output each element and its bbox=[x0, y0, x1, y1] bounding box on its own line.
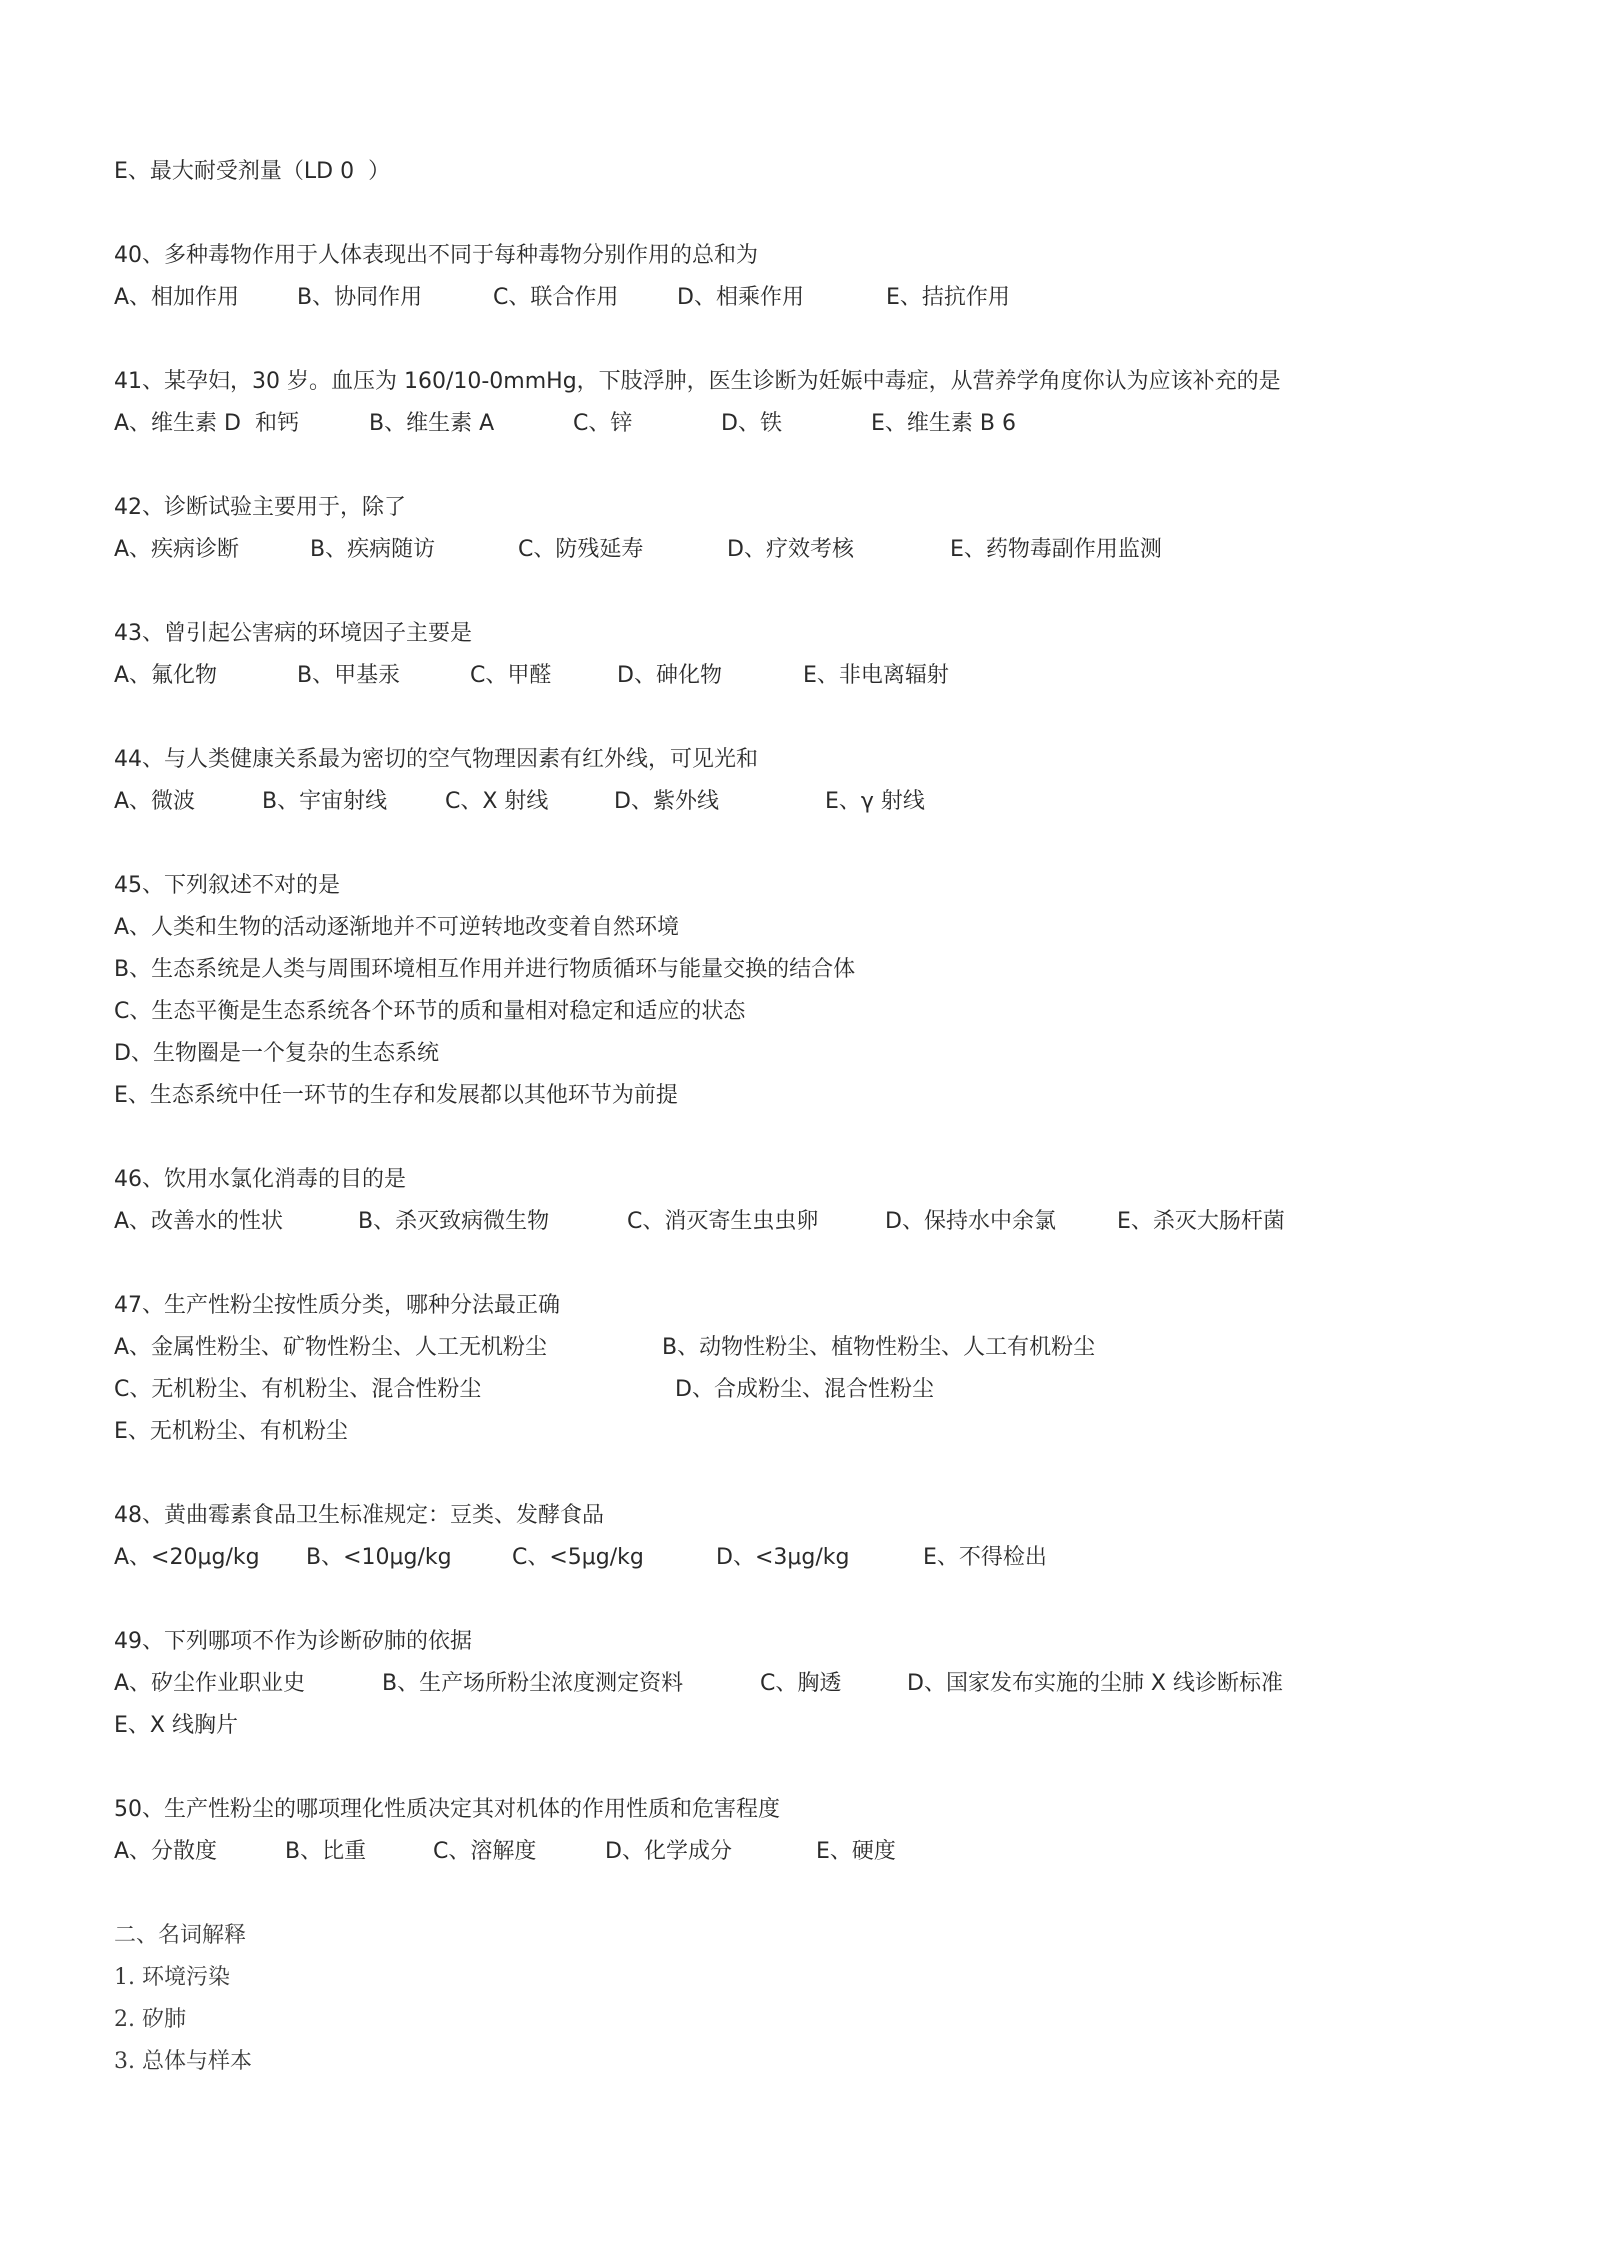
question-49-option-c: C、胸透 bbox=[760, 1671, 842, 1696]
question-49-option-d: D、国家发布实施的尘肺 X 线诊断标准 bbox=[907, 1671, 1283, 1696]
question-47-option-a: A、金属性粉尘、矿物性粉尘、人工无机粉尘 bbox=[114, 1335, 548, 1360]
question-44-option-b: B、宇宙射线 bbox=[262, 789, 388, 814]
question-50-option-b: B、比重 bbox=[285, 1839, 367, 1864]
question-43-option-a: A、氟化物 bbox=[114, 663, 218, 688]
question-50-option-e: E、硬度 bbox=[816, 1839, 896, 1864]
question-44-option-a: A、微波 bbox=[114, 789, 196, 814]
question-47-option-c: C、无机粉尘、有机粉尘、混合性粉尘 bbox=[114, 1377, 482, 1402]
question-49-option-e: E、X 线胸片 bbox=[114, 1713, 238, 1738]
question-42-option-d: D、疗效考核 bbox=[727, 537, 854, 562]
question-43-option-c: C、甲醛 bbox=[470, 663, 552, 688]
question-41-stem: 41、某孕妇，30 岁。血压为 160/10-0mmHg，下肢浮肿，医生诊断为妊娠中毒症，从营养学角度你认为应该补充的是 bbox=[114, 369, 1281, 394]
question-42-option-b: B、疾病随访 bbox=[310, 537, 436, 562]
question-49-option-a: A、矽尘作业职业史 bbox=[114, 1671, 306, 1696]
term-item: 2. 矽肺 bbox=[114, 2007, 186, 2032]
question-41-option-d: D、铁 bbox=[721, 411, 782, 436]
question-49-option-b: B、生产场所粉尘浓度测定资料 bbox=[382, 1671, 684, 1696]
question-43-option-b: B、甲基汞 bbox=[297, 663, 401, 688]
continued-option-e: E、最大耐受剂量（LD 0 ） bbox=[114, 159, 391, 184]
question-48-option-b: B、<10μg/kg bbox=[306, 1545, 452, 1570]
question-40-option-c: C、联合作用 bbox=[493, 285, 619, 310]
question-44-option-d: D、紫外线 bbox=[614, 789, 719, 814]
question-42-option-a: A、疾病诊断 bbox=[114, 537, 240, 562]
question-42-option-c: C、防残延寿 bbox=[518, 537, 644, 562]
question-45-option-c: C、生态平衡是生态系统各个环节的质和量相对稳定和适应的状态 bbox=[114, 999, 746, 1024]
question-44-option-e: E、γ 射线 bbox=[825, 789, 925, 814]
question-46-option-e: E、杀灭大肠杆菌 bbox=[1117, 1209, 1285, 1234]
question-40-stem: 40、多种毒物作用于人体表现出不同于每种毒物分别作用的总和为 bbox=[114, 243, 758, 268]
question-46-option-b: B、杀灭致病微生物 bbox=[358, 1209, 550, 1234]
question-46-stem: 46、饮用水氯化消毒的目的是 bbox=[114, 1167, 406, 1192]
question-48-option-d: D、<3μg/kg bbox=[716, 1545, 850, 1570]
question-41-option-a: A、维生素 D 和钙 bbox=[114, 411, 299, 436]
question-43-stem: 43、曾引起公害病的环境因子主要是 bbox=[114, 621, 472, 646]
question-43-option-e: E、非电离辐射 bbox=[803, 663, 949, 688]
question-45-option-d: D、生物圈是一个复杂的生态系统 bbox=[114, 1041, 439, 1066]
section-title: 二、名词解释 bbox=[114, 1923, 247, 1948]
question-46-option-c: C、消灭寄生虫虫卵 bbox=[627, 1209, 819, 1234]
question-45-option-a: A、人类和生物的活动逐渐地并不可逆转地改变着自然环境 bbox=[114, 915, 680, 940]
question-45-stem: 45、下列叙述不对的是 bbox=[114, 873, 340, 898]
question-48-option-a: A、<20μg/kg bbox=[114, 1545, 260, 1570]
question-42-option-e: E、药物毒副作用监测 bbox=[950, 537, 1162, 562]
question-40-option-d: D、相乘作用 bbox=[677, 285, 804, 310]
question-40-option-e: E、拮抗作用 bbox=[886, 285, 1010, 310]
question-50-option-d: D、化学成分 bbox=[605, 1839, 732, 1864]
term-item: 1. 环境污染 bbox=[114, 1965, 230, 1990]
question-48-option-c: C、<5μg/kg bbox=[512, 1545, 644, 1570]
question-46-option-d: D、保持水中余氯 bbox=[885, 1209, 1056, 1234]
question-47-option-b: B、动物性粉尘、植物性粉尘、人工有机粉尘 bbox=[662, 1335, 1096, 1360]
question-50-option-c: C、溶解度 bbox=[433, 1839, 537, 1864]
question-41-option-b: B、维生素 A bbox=[369, 411, 495, 436]
question-45-option-b: B、生态系统是人类与周围环境相互作用并进行物质循环与能量交换的结合体 bbox=[114, 957, 856, 982]
question-44-stem: 44、与人类健康关系最为密切的空气物理因素有红外线，可见光和 bbox=[114, 747, 758, 772]
question-46-option-a: A、改善水的性状 bbox=[114, 1209, 284, 1234]
question-40-option-a: A、相加作用 bbox=[114, 285, 240, 310]
question-50-stem: 50、生产性粉尘的哪项理化性质决定其对机体的作用性质和危害程度 bbox=[114, 1797, 780, 1822]
question-42-stem: 42、诊断试验主要用于，除了 bbox=[114, 495, 406, 520]
question-45-option-e: E、生态系统中任一环节的生存和发展都以其他环节为前提 bbox=[114, 1083, 678, 1108]
question-49-stem: 49、下列哪项不作为诊断矽肺的依据 bbox=[114, 1629, 472, 1654]
question-47-option-e: E、无机粉尘、有机粉尘 bbox=[114, 1419, 348, 1444]
question-48-stem: 48、黄曲霉素食品卫生标准规定：豆类、发酵食品 bbox=[114, 1503, 604, 1528]
question-43-option-d: D、砷化物 bbox=[617, 663, 722, 688]
question-41-option-c: C、锌 bbox=[573, 411, 633, 436]
question-40-option-b: B、协同作用 bbox=[297, 285, 423, 310]
question-47-stem: 47、生产性粉尘按性质分类，哪种分法最正确 bbox=[114, 1293, 560, 1318]
question-47-option-d: D、合成粉尘、混合性粉尘 bbox=[675, 1377, 934, 1402]
question-44-option-c: C、X 射线 bbox=[445, 789, 549, 814]
term-item: 3. 总体与样本 bbox=[114, 2049, 252, 2074]
question-41-option-e: E、维生素 B 6 bbox=[871, 411, 1016, 436]
question-48-option-e: E、不得检出 bbox=[923, 1545, 1047, 1570]
question-50-option-a: A、分散度 bbox=[114, 1839, 218, 1864]
